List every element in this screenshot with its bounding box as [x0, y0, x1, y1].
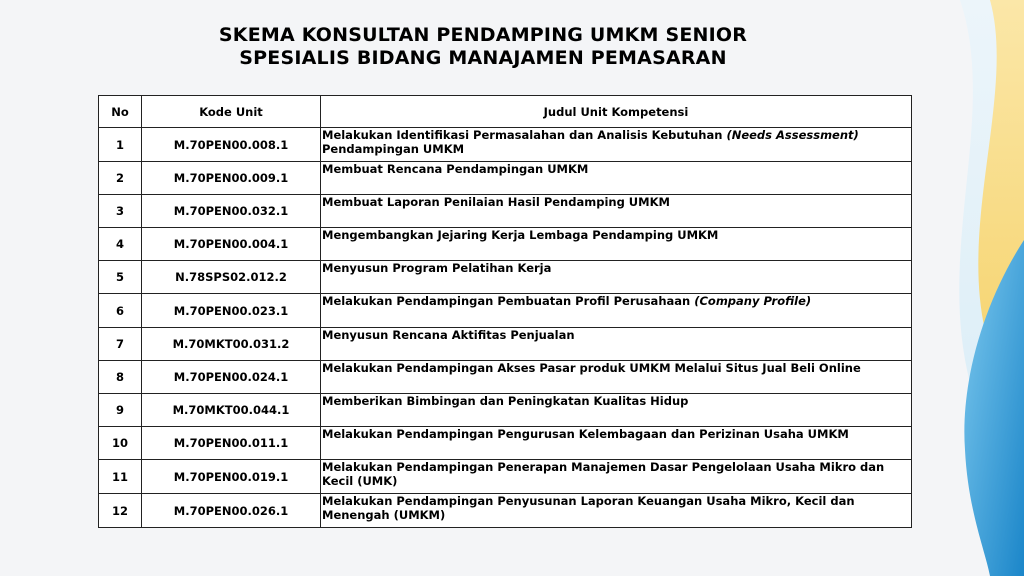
row-no: 12	[99, 494, 142, 528]
row-kode: M.70PEN00.024.1	[142, 361, 321, 394]
row-judul-italic: (Needs Assessment)	[726, 128, 859, 142]
table-row	[99, 394, 912, 427]
row-kode: M.70PEN00.019.1	[142, 460, 321, 494]
row-kode: M.70PEN00.026.1	[142, 494, 321, 528]
table-row	[99, 195, 912, 228]
row-kode: M.70MKT00.031.2	[142, 328, 321, 361]
row-no: 10	[99, 427, 142, 460]
competency-units-table	[98, 95, 912, 528]
row-no: 7	[99, 328, 142, 361]
row-no: 2	[99, 162, 142, 195]
header-kode-unit: Kode Unit	[142, 96, 321, 128]
table-row	[99, 361, 912, 394]
row-judul-text: Melakukan Pendampingan Pembuatan Profil Perusahaan	[322, 294, 695, 308]
row-no: 1	[99, 128, 142, 162]
row-judul: Membuat Laporan Penilaian Hasil Pendamping UMKM	[321, 195, 912, 228]
table-row	[99, 294, 912, 328]
table-row	[99, 460, 912, 494]
row-kode: M.70PEN00.008.1	[142, 128, 321, 162]
row-judul: Membuat Rencana Pendampingan UMKM	[321, 162, 912, 195]
table-row	[99, 328, 912, 361]
table-row	[99, 261, 912, 294]
row-kode: M.70PEN00.032.1	[142, 195, 321, 228]
table-row	[99, 494, 912, 528]
row-judul: Melakukan Pendampingan Penerapan Manajemen Dasar Pengelolaan Usaha Mikro dan Kecil (UMK)	[321, 460, 912, 494]
row-no: 6	[99, 294, 142, 328]
page-title-line1: SKEMA KONSULTAN PENDAMPING UMKM SENIOR	[218, 24, 748, 46]
row-kode: M.70PEN00.004.1	[142, 228, 321, 261]
row-judul	[321, 294, 912, 328]
row-kode: M.70MKT00.044.1	[142, 394, 321, 427]
table-row	[99, 128, 912, 162]
row-judul: Melakukan Pendampingan Akses Pasar produk UMKM Melalui Situs Jual Beli Online	[321, 361, 912, 394]
header-no: No	[99, 96, 142, 128]
row-kode: M.70PEN00.009.1	[142, 162, 321, 195]
row-no: 4	[99, 228, 142, 261]
row-judul: Melakukan Pendampingan Pengurusan Kelembagaan dan Perizinan Usaha UMKM	[321, 427, 912, 460]
page-title-line2: SPESIALIS BIDANG MANAJAMEN PEMASARAN	[239, 47, 727, 69]
header-judul-unit: Judul Unit Kompetensi	[321, 96, 912, 128]
row-judul-after: Pendampingan UMKM	[322, 142, 465, 156]
table-header-row	[99, 96, 912, 128]
row-judul	[321, 128, 912, 162]
row-kode: N.78SPS02.012.2	[142, 261, 321, 294]
row-judul: Melakukan Pendampingan Penyusunan Laporan Keuangan Usaha Mikro, Kecil dan Menengah (UMKM)	[321, 494, 912, 528]
row-no: 11	[99, 460, 142, 494]
row-no: 8	[99, 361, 142, 394]
row-kode: M.70PEN00.023.1	[142, 294, 321, 328]
row-kode: M.70PEN00.011.1	[142, 427, 321, 460]
row-judul: Mengembangkan Jejaring Kerja Lembaga Pendamping UMKM	[321, 228, 912, 261]
table-row	[99, 162, 912, 195]
row-judul: Menyusun Rencana Aktifitas Penjualan	[321, 328, 912, 361]
row-no: 3	[99, 195, 142, 228]
row-no: 5	[99, 261, 142, 294]
row-judul: Menyusun Program Pelatihan Kerja	[321, 261, 912, 294]
row-judul-text: Melakukan Identifikasi Permasalahan dan Analisis Kebutuhan	[322, 128, 727, 142]
table-row	[99, 228, 912, 261]
row-no: 9	[99, 394, 142, 427]
table-row	[99, 427, 912, 460]
row-judul-italic: (Company Profile)	[694, 294, 812, 308]
row-judul: Memberikan Bimbingan dan Peningkatan Kualitas Hidup	[321, 394, 912, 427]
